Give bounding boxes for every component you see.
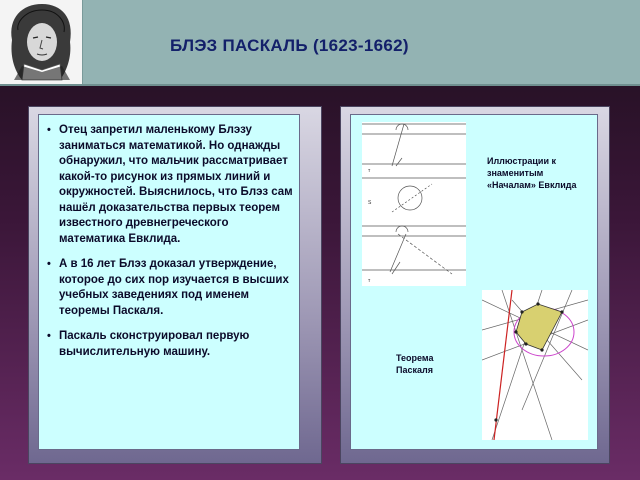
- bullet-icon: •: [47, 330, 51, 342]
- pascal-portrait-image: [0, 0, 83, 84]
- euclid-caption: Иллюстрации к знаменитым «Началам» Евклида: [487, 156, 577, 190]
- bullet-text: А в 16 лет Блэз доказал утверждение, которое до сих пор изучается в высших учебных заведениях под именем теоремы Паскаля.: [59, 258, 289, 317]
- svg-text:т: т: [368, 168, 371, 174]
- bullet-icon: •: [47, 258, 51, 270]
- bullet-list: [45, 123, 293, 370]
- pascal-theorem-illustration: [482, 290, 588, 440]
- pascal-theorem-diagram: [482, 290, 588, 440]
- portrait-engraving: [0, 0, 82, 84]
- bullet-item: [45, 123, 293, 247]
- bullet-icon: •: [47, 124, 51, 136]
- bullet-item: [45, 329, 293, 360]
- euclid-diagram: [362, 122, 466, 286]
- svg-text:S: S: [368, 200, 372, 206]
- bullet-item: [45, 257, 293, 319]
- euclid-illustration: [362, 122, 466, 286]
- pascal-theorem-caption: Теорема Паскаля: [396, 353, 434, 375]
- text-panel: [38, 114, 300, 450]
- header-bar: [0, 0, 640, 86]
- bullet-text: Отец запретил маленькому Блэзу заниматься математикой. Но однажды обнаружил, что мальчик рассматривает какой-то рисунок из прямых линий и окружностей. Выяснилось, что Блэз сам нашёл доказательства первых теорем известного древнегреческого математика Евклида.: [59, 124, 293, 245]
- page-title: БЛЭЗ ПАСКАЛЬ (1623-1662): [170, 36, 409, 55]
- bullet-text: Паскаль сконструировал первую вычислительную машину.: [59, 330, 250, 358]
- svg-text:т: т: [368, 278, 371, 284]
